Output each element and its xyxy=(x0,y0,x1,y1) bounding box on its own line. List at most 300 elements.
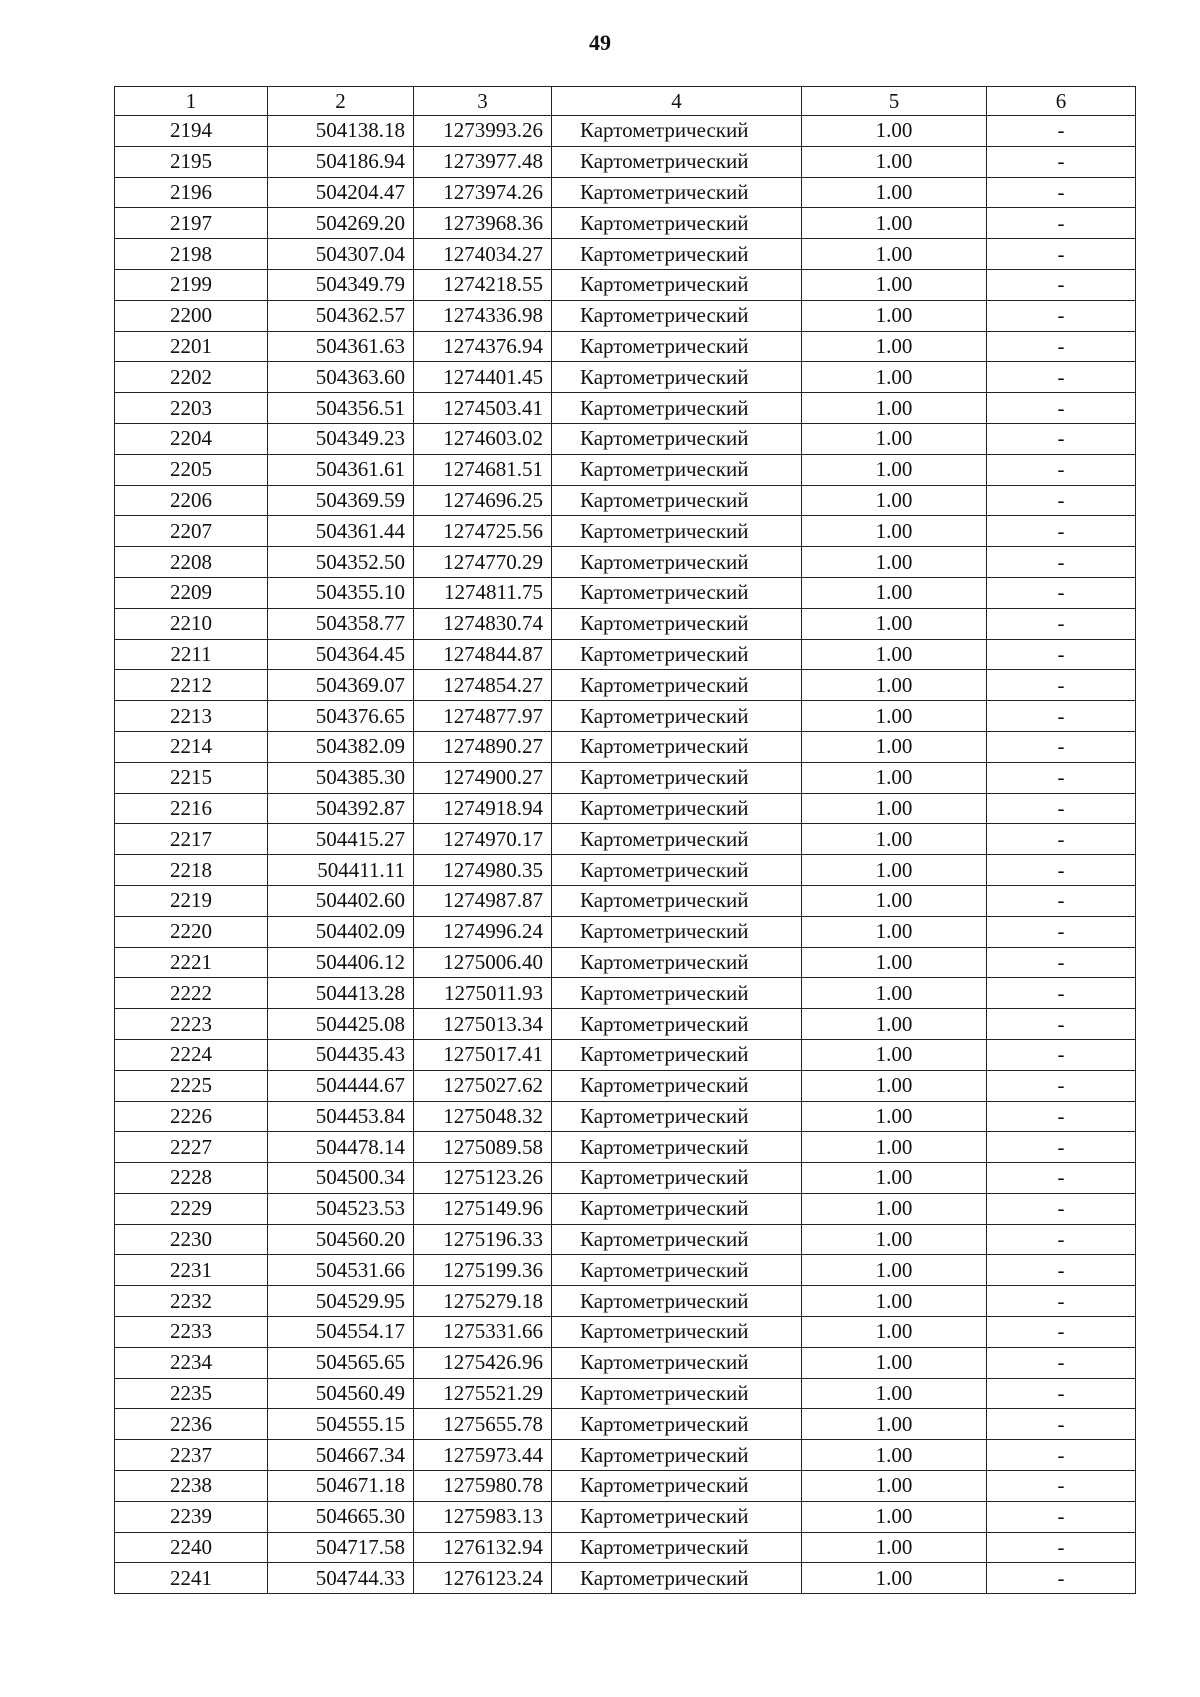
note-cell: - xyxy=(987,1193,1136,1224)
point-number-cell: 2209 xyxy=(115,577,268,608)
table-row xyxy=(115,731,1136,762)
x-coordinate-cell: 504531.66 xyxy=(268,1255,414,1286)
accuracy-cell: 1.00 xyxy=(802,885,987,916)
note-cell: - xyxy=(987,1409,1136,1440)
table-row xyxy=(115,177,1136,208)
y-coordinate-cell: 1275980.78 xyxy=(414,1471,552,1502)
x-coordinate-cell: 504352.50 xyxy=(268,547,414,578)
method-cell: Картометрический xyxy=(552,1163,802,1194)
table-row xyxy=(115,824,1136,855)
table-row xyxy=(115,269,1136,300)
method-cell: Картометрический xyxy=(552,1501,802,1532)
y-coordinate-cell: 1274034.27 xyxy=(414,239,552,270)
table-row xyxy=(115,331,1136,362)
accuracy-cell: 1.00 xyxy=(802,177,987,208)
table-row xyxy=(115,239,1136,270)
x-coordinate-cell: 504560.20 xyxy=(268,1224,414,1255)
y-coordinate-cell: 1275048.32 xyxy=(414,1101,552,1132)
note-cell: - xyxy=(987,577,1136,608)
point-number-cell: 2213 xyxy=(115,701,268,732)
accuracy-cell: 1.00 xyxy=(802,1255,987,1286)
accuracy-cell: 1.00 xyxy=(802,1440,987,1471)
note-cell: - xyxy=(987,1317,1136,1348)
accuracy-cell: 1.00 xyxy=(802,947,987,978)
method-cell: Картометрический xyxy=(552,1409,802,1440)
y-coordinate-cell: 1275426.96 xyxy=(414,1347,552,1378)
note-cell: - xyxy=(987,701,1136,732)
y-coordinate-cell: 1274401.45 xyxy=(414,362,552,393)
y-coordinate-cell: 1274830.74 xyxy=(414,608,552,639)
method-cell: Картометрический xyxy=(552,762,802,793)
point-number-cell: 2223 xyxy=(115,1009,268,1040)
y-coordinate-cell: 1274987.87 xyxy=(414,885,552,916)
note-cell: - xyxy=(987,331,1136,362)
accuracy-cell: 1.00 xyxy=(802,1409,987,1440)
accuracy-cell: 1.00 xyxy=(802,1163,987,1194)
note-cell: - xyxy=(987,762,1136,793)
note-cell: - xyxy=(987,1378,1136,1409)
method-cell: Картометрический xyxy=(552,547,802,578)
y-coordinate-cell: 1274218.55 xyxy=(414,269,552,300)
accuracy-cell: 1.00 xyxy=(802,362,987,393)
note-cell: - xyxy=(987,1224,1136,1255)
table-row xyxy=(115,1563,1136,1594)
x-coordinate-cell: 504671.18 xyxy=(268,1471,414,1502)
y-coordinate-cell: 1274918.94 xyxy=(414,793,552,824)
note-cell: - xyxy=(987,516,1136,547)
method-cell: Картометрический xyxy=(552,1101,802,1132)
accuracy-cell: 1.00 xyxy=(802,116,987,147)
method-cell: Картометрический xyxy=(552,670,802,701)
accuracy-cell: 1.00 xyxy=(802,1286,987,1317)
method-cell: Картометрический xyxy=(552,1317,802,1348)
x-coordinate-cell: 504363.60 xyxy=(268,362,414,393)
table-row xyxy=(115,639,1136,670)
table-row xyxy=(115,1039,1136,1070)
note-cell: - xyxy=(987,1009,1136,1040)
note-cell: - xyxy=(987,362,1136,393)
point-number-cell: 2210 xyxy=(115,608,268,639)
x-coordinate-cell: 504478.14 xyxy=(268,1132,414,1163)
table-row xyxy=(115,701,1136,732)
note-cell: - xyxy=(987,1101,1136,1132)
table-row xyxy=(115,1255,1136,1286)
y-coordinate-cell: 1275199.36 xyxy=(414,1255,552,1286)
method-cell: Картометрический xyxy=(552,516,802,547)
table-header xyxy=(115,87,1136,116)
accuracy-cell: 1.00 xyxy=(802,1501,987,1532)
point-number-cell: 2231 xyxy=(115,1255,268,1286)
y-coordinate-cell: 1274854.27 xyxy=(414,670,552,701)
method-cell: Картометрический xyxy=(552,146,802,177)
note-cell: - xyxy=(987,208,1136,239)
table-row xyxy=(115,1101,1136,1132)
table-row xyxy=(115,577,1136,608)
x-coordinate-cell: 504355.10 xyxy=(268,577,414,608)
point-number-cell: 2201 xyxy=(115,331,268,362)
y-coordinate-cell: 1275013.34 xyxy=(414,1009,552,1040)
column-header-5: 5 xyxy=(802,87,987,116)
method-cell: Картометрический xyxy=(552,731,802,762)
x-coordinate-cell: 504402.09 xyxy=(268,916,414,947)
method-cell: Картометрический xyxy=(552,885,802,916)
note-cell: - xyxy=(987,300,1136,331)
y-coordinate-cell: 1274877.97 xyxy=(414,701,552,732)
method-cell: Картометрический xyxy=(552,1378,802,1409)
x-coordinate-cell: 504358.77 xyxy=(268,608,414,639)
point-number-cell: 2216 xyxy=(115,793,268,824)
point-number-cell: 2203 xyxy=(115,393,268,424)
x-coordinate-cell: 504500.34 xyxy=(268,1163,414,1194)
x-coordinate-cell: 504361.61 xyxy=(268,454,414,485)
method-cell: Картометрический xyxy=(552,978,802,1009)
note-cell: - xyxy=(987,1471,1136,1502)
table-row xyxy=(115,1409,1136,1440)
table-row xyxy=(115,1501,1136,1532)
note-cell: - xyxy=(987,1532,1136,1563)
note-cell: - xyxy=(987,239,1136,270)
note-cell: - xyxy=(987,393,1136,424)
point-number-cell: 2220 xyxy=(115,916,268,947)
y-coordinate-cell: 1274890.27 xyxy=(414,731,552,762)
point-number-cell: 2211 xyxy=(115,639,268,670)
accuracy-cell: 1.00 xyxy=(802,1070,987,1101)
y-coordinate-cell: 1275655.78 xyxy=(414,1409,552,1440)
accuracy-cell: 1.00 xyxy=(802,300,987,331)
point-number-cell: 2228 xyxy=(115,1163,268,1194)
x-coordinate-cell: 504665.30 xyxy=(268,1501,414,1532)
note-cell: - xyxy=(987,1440,1136,1471)
point-number-cell: 2202 xyxy=(115,362,268,393)
method-cell: Картометрический xyxy=(552,947,802,978)
point-number-cell: 2206 xyxy=(115,485,268,516)
x-coordinate-cell: 504717.58 xyxy=(268,1532,414,1563)
note-cell: - xyxy=(987,116,1136,147)
note-cell: - xyxy=(987,1070,1136,1101)
point-number-cell: 2195 xyxy=(115,146,268,177)
point-number-cell: 2214 xyxy=(115,731,268,762)
table-row xyxy=(115,1009,1136,1040)
note-cell: - xyxy=(987,1563,1136,1594)
note-cell: - xyxy=(987,146,1136,177)
accuracy-cell: 1.00 xyxy=(802,454,987,485)
method-cell: Картометрический xyxy=(552,1070,802,1101)
table-row xyxy=(115,362,1136,393)
point-number-cell: 2205 xyxy=(115,454,268,485)
note-cell: - xyxy=(987,1286,1136,1317)
method-cell: Картометрический xyxy=(552,300,802,331)
x-coordinate-cell: 504435.43 xyxy=(268,1039,414,1070)
accuracy-cell: 1.00 xyxy=(802,1532,987,1563)
method-cell: Картометрический xyxy=(552,1132,802,1163)
x-coordinate-cell: 504356.51 xyxy=(268,393,414,424)
y-coordinate-cell: 1275123.26 xyxy=(414,1163,552,1194)
y-coordinate-cell: 1273974.26 xyxy=(414,177,552,208)
y-coordinate-cell: 1275149.96 xyxy=(414,1193,552,1224)
note-cell: - xyxy=(987,670,1136,701)
accuracy-cell: 1.00 xyxy=(802,855,987,886)
accuracy-cell: 1.00 xyxy=(802,1317,987,1348)
accuracy-cell: 1.00 xyxy=(802,146,987,177)
table-row xyxy=(115,1163,1136,1194)
method-cell: Картометрический xyxy=(552,824,802,855)
note-cell: - xyxy=(987,423,1136,454)
note-cell: - xyxy=(987,855,1136,886)
method-cell: Картометрический xyxy=(552,269,802,300)
accuracy-cell: 1.00 xyxy=(802,762,987,793)
x-coordinate-cell: 504565.65 xyxy=(268,1347,414,1378)
accuracy-cell: 1.00 xyxy=(802,1132,987,1163)
point-number-cell: 2234 xyxy=(115,1347,268,1378)
accuracy-cell: 1.00 xyxy=(802,239,987,270)
y-coordinate-cell: 1274681.51 xyxy=(414,454,552,485)
method-cell: Картометрический xyxy=(552,639,802,670)
point-number-cell: 2218 xyxy=(115,855,268,886)
accuracy-cell: 1.00 xyxy=(802,639,987,670)
note-cell: - xyxy=(987,269,1136,300)
accuracy-cell: 1.00 xyxy=(802,1193,987,1224)
accuracy-cell: 1.00 xyxy=(802,793,987,824)
point-number-cell: 2226 xyxy=(115,1101,268,1132)
accuracy-cell: 1.00 xyxy=(802,331,987,362)
x-coordinate-cell: 504529.95 xyxy=(268,1286,414,1317)
point-number-cell: 2238 xyxy=(115,1471,268,1502)
note-cell: - xyxy=(987,454,1136,485)
method-cell: Картометрический xyxy=(552,362,802,393)
point-number-cell: 2241 xyxy=(115,1563,268,1594)
table-row xyxy=(115,916,1136,947)
x-coordinate-cell: 504406.12 xyxy=(268,947,414,978)
note-cell: - xyxy=(987,1039,1136,1070)
method-cell: Картометрический xyxy=(552,577,802,608)
x-coordinate-cell: 504413.28 xyxy=(268,978,414,1009)
y-coordinate-cell: 1274725.56 xyxy=(414,516,552,547)
column-header-6: 6 xyxy=(987,87,1136,116)
x-coordinate-cell: 504204.47 xyxy=(268,177,414,208)
x-coordinate-cell: 504138.18 xyxy=(268,116,414,147)
y-coordinate-cell: 1274503.41 xyxy=(414,393,552,424)
table-row xyxy=(115,1286,1136,1317)
x-coordinate-cell: 504425.08 xyxy=(268,1009,414,1040)
x-coordinate-cell: 504364.45 xyxy=(268,639,414,670)
table-row xyxy=(115,146,1136,177)
method-cell: Картометрический xyxy=(552,331,802,362)
accuracy-cell: 1.00 xyxy=(802,1563,987,1594)
x-coordinate-cell: 504369.07 xyxy=(268,670,414,701)
table-row xyxy=(115,393,1136,424)
accuracy-cell: 1.00 xyxy=(802,1347,987,1378)
table-row xyxy=(115,208,1136,239)
point-number-cell: 2233 xyxy=(115,1317,268,1348)
x-coordinate-cell: 504361.44 xyxy=(268,516,414,547)
y-coordinate-cell: 1275011.93 xyxy=(414,978,552,1009)
method-cell: Картометрический xyxy=(552,1009,802,1040)
method-cell: Картометрический xyxy=(552,454,802,485)
method-cell: Картометрический xyxy=(552,916,802,947)
accuracy-cell: 1.00 xyxy=(802,423,987,454)
point-number-cell: 2196 xyxy=(115,177,268,208)
accuracy-cell: 1.00 xyxy=(802,269,987,300)
note-cell: - xyxy=(987,1255,1136,1286)
point-number-cell: 2224 xyxy=(115,1039,268,1070)
table-row xyxy=(115,608,1136,639)
method-cell: Картометрический xyxy=(552,1347,802,1378)
table-row xyxy=(115,1132,1136,1163)
y-coordinate-cell: 1275006.40 xyxy=(414,947,552,978)
x-coordinate-cell: 504376.65 xyxy=(268,701,414,732)
y-coordinate-cell: 1274770.29 xyxy=(414,547,552,578)
accuracy-cell: 1.00 xyxy=(802,1378,987,1409)
accuracy-cell: 1.00 xyxy=(802,547,987,578)
table-row xyxy=(115,1471,1136,1502)
point-number-cell: 2230 xyxy=(115,1224,268,1255)
x-coordinate-cell: 504349.79 xyxy=(268,269,414,300)
note-cell: - xyxy=(987,793,1136,824)
point-number-cell: 2235 xyxy=(115,1378,268,1409)
point-number-cell: 2240 xyxy=(115,1532,268,1563)
method-cell: Картометрический xyxy=(552,393,802,424)
note-cell: - xyxy=(987,978,1136,1009)
point-number-cell: 2225 xyxy=(115,1070,268,1101)
accuracy-cell: 1.00 xyxy=(802,701,987,732)
point-number-cell: 2227 xyxy=(115,1132,268,1163)
y-coordinate-cell: 1275089.58 xyxy=(414,1132,552,1163)
point-number-cell: 2229 xyxy=(115,1193,268,1224)
y-coordinate-cell: 1275331.66 xyxy=(414,1317,552,1348)
x-coordinate-cell: 504667.34 xyxy=(268,1440,414,1471)
x-coordinate-cell: 504560.49 xyxy=(268,1378,414,1409)
method-cell: Картометрический xyxy=(552,855,802,886)
accuracy-cell: 1.00 xyxy=(802,608,987,639)
point-number-cell: 2207 xyxy=(115,516,268,547)
accuracy-cell: 1.00 xyxy=(802,978,987,1009)
note-cell: - xyxy=(987,177,1136,208)
table-row xyxy=(115,300,1136,331)
point-number-cell: 2232 xyxy=(115,1286,268,1317)
note-cell: - xyxy=(987,547,1136,578)
method-cell: Картометрический xyxy=(552,239,802,270)
y-coordinate-cell: 1274980.35 xyxy=(414,855,552,886)
x-coordinate-cell: 504453.84 xyxy=(268,1101,414,1132)
method-cell: Картометрический xyxy=(552,1440,802,1471)
y-coordinate-cell: 1274696.25 xyxy=(414,485,552,516)
table-row xyxy=(115,793,1136,824)
y-coordinate-cell: 1273993.26 xyxy=(414,116,552,147)
point-number-cell: 2198 xyxy=(115,239,268,270)
note-cell: - xyxy=(987,1347,1136,1378)
point-number-cell: 2204 xyxy=(115,423,268,454)
header-row xyxy=(115,87,1136,116)
point-number-cell: 2239 xyxy=(115,1501,268,1532)
point-number-cell: 2236 xyxy=(115,1409,268,1440)
x-coordinate-cell: 504402.60 xyxy=(268,885,414,916)
table-body xyxy=(115,116,1136,1594)
table-row xyxy=(115,1532,1136,1563)
table-row xyxy=(115,1193,1136,1224)
y-coordinate-cell: 1274900.27 xyxy=(414,762,552,793)
y-coordinate-cell: 1275279.18 xyxy=(414,1286,552,1317)
accuracy-cell: 1.00 xyxy=(802,577,987,608)
point-number-cell: 2199 xyxy=(115,269,268,300)
x-coordinate-cell: 504186.94 xyxy=(268,146,414,177)
method-cell: Картометрический xyxy=(552,1039,802,1070)
x-coordinate-cell: 504554.17 xyxy=(268,1317,414,1348)
method-cell: Картометрический xyxy=(552,793,802,824)
accuracy-cell: 1.00 xyxy=(802,1009,987,1040)
method-cell: Картометрический xyxy=(552,1193,802,1224)
table-row xyxy=(115,1440,1136,1471)
y-coordinate-cell: 1275017.41 xyxy=(414,1039,552,1070)
table-row xyxy=(115,762,1136,793)
page-number: 49 xyxy=(589,30,611,55)
y-coordinate-cell: 1275973.44 xyxy=(414,1440,552,1471)
accuracy-cell: 1.00 xyxy=(802,1039,987,1070)
x-coordinate-cell: 504444.67 xyxy=(268,1070,414,1101)
y-coordinate-cell: 1273977.48 xyxy=(414,146,552,177)
table-row xyxy=(115,885,1136,916)
note-cell: - xyxy=(987,916,1136,947)
point-number-cell: 2197 xyxy=(115,208,268,239)
table-row xyxy=(115,547,1136,578)
point-number-cell: 2237 xyxy=(115,1440,268,1471)
table-row xyxy=(115,516,1136,547)
note-cell: - xyxy=(987,608,1136,639)
column-header-3: 3 xyxy=(414,87,552,116)
point-number-cell: 2215 xyxy=(115,762,268,793)
method-cell: Картометрический xyxy=(552,1532,802,1563)
point-number-cell: 2200 xyxy=(115,300,268,331)
point-number-cell: 2222 xyxy=(115,978,268,1009)
column-header-1: 1 xyxy=(115,87,268,116)
note-cell: - xyxy=(987,639,1136,670)
column-header-2: 2 xyxy=(268,87,414,116)
y-coordinate-cell: 1275027.62 xyxy=(414,1070,552,1101)
table-row xyxy=(115,1224,1136,1255)
x-coordinate-cell: 504382.09 xyxy=(268,731,414,762)
note-cell: - xyxy=(987,1132,1136,1163)
accuracy-cell: 1.00 xyxy=(802,1101,987,1132)
y-coordinate-cell: 1273968.36 xyxy=(414,208,552,239)
y-coordinate-cell: 1274811.75 xyxy=(414,577,552,608)
x-coordinate-cell: 504369.59 xyxy=(268,485,414,516)
note-cell: - xyxy=(987,1163,1136,1194)
point-number-cell: 2217 xyxy=(115,824,268,855)
accuracy-cell: 1.00 xyxy=(802,824,987,855)
table-row xyxy=(115,423,1136,454)
accuracy-cell: 1.00 xyxy=(802,393,987,424)
table-row xyxy=(115,1347,1136,1378)
note-cell: - xyxy=(987,885,1136,916)
method-cell: Картометрический xyxy=(552,1563,802,1594)
method-cell: Картометрический xyxy=(552,1255,802,1286)
method-cell: Картометрический xyxy=(552,701,802,732)
x-coordinate-cell: 504523.53 xyxy=(268,1193,414,1224)
accuracy-cell: 1.00 xyxy=(802,670,987,701)
y-coordinate-cell: 1275983.13 xyxy=(414,1501,552,1532)
table-row xyxy=(115,116,1136,147)
table-row xyxy=(115,485,1136,516)
table-row xyxy=(115,670,1136,701)
y-coordinate-cell: 1274603.02 xyxy=(414,423,552,454)
accuracy-cell: 1.00 xyxy=(802,1471,987,1502)
method-cell: Картометрический xyxy=(552,1286,802,1317)
x-coordinate-cell: 504307.04 xyxy=(268,239,414,270)
y-coordinate-cell: 1274376.94 xyxy=(414,331,552,362)
y-coordinate-cell: 1276123.24 xyxy=(414,1563,552,1594)
note-cell: - xyxy=(987,947,1136,978)
x-coordinate-cell: 504349.23 xyxy=(268,423,414,454)
table-row xyxy=(115,947,1136,978)
